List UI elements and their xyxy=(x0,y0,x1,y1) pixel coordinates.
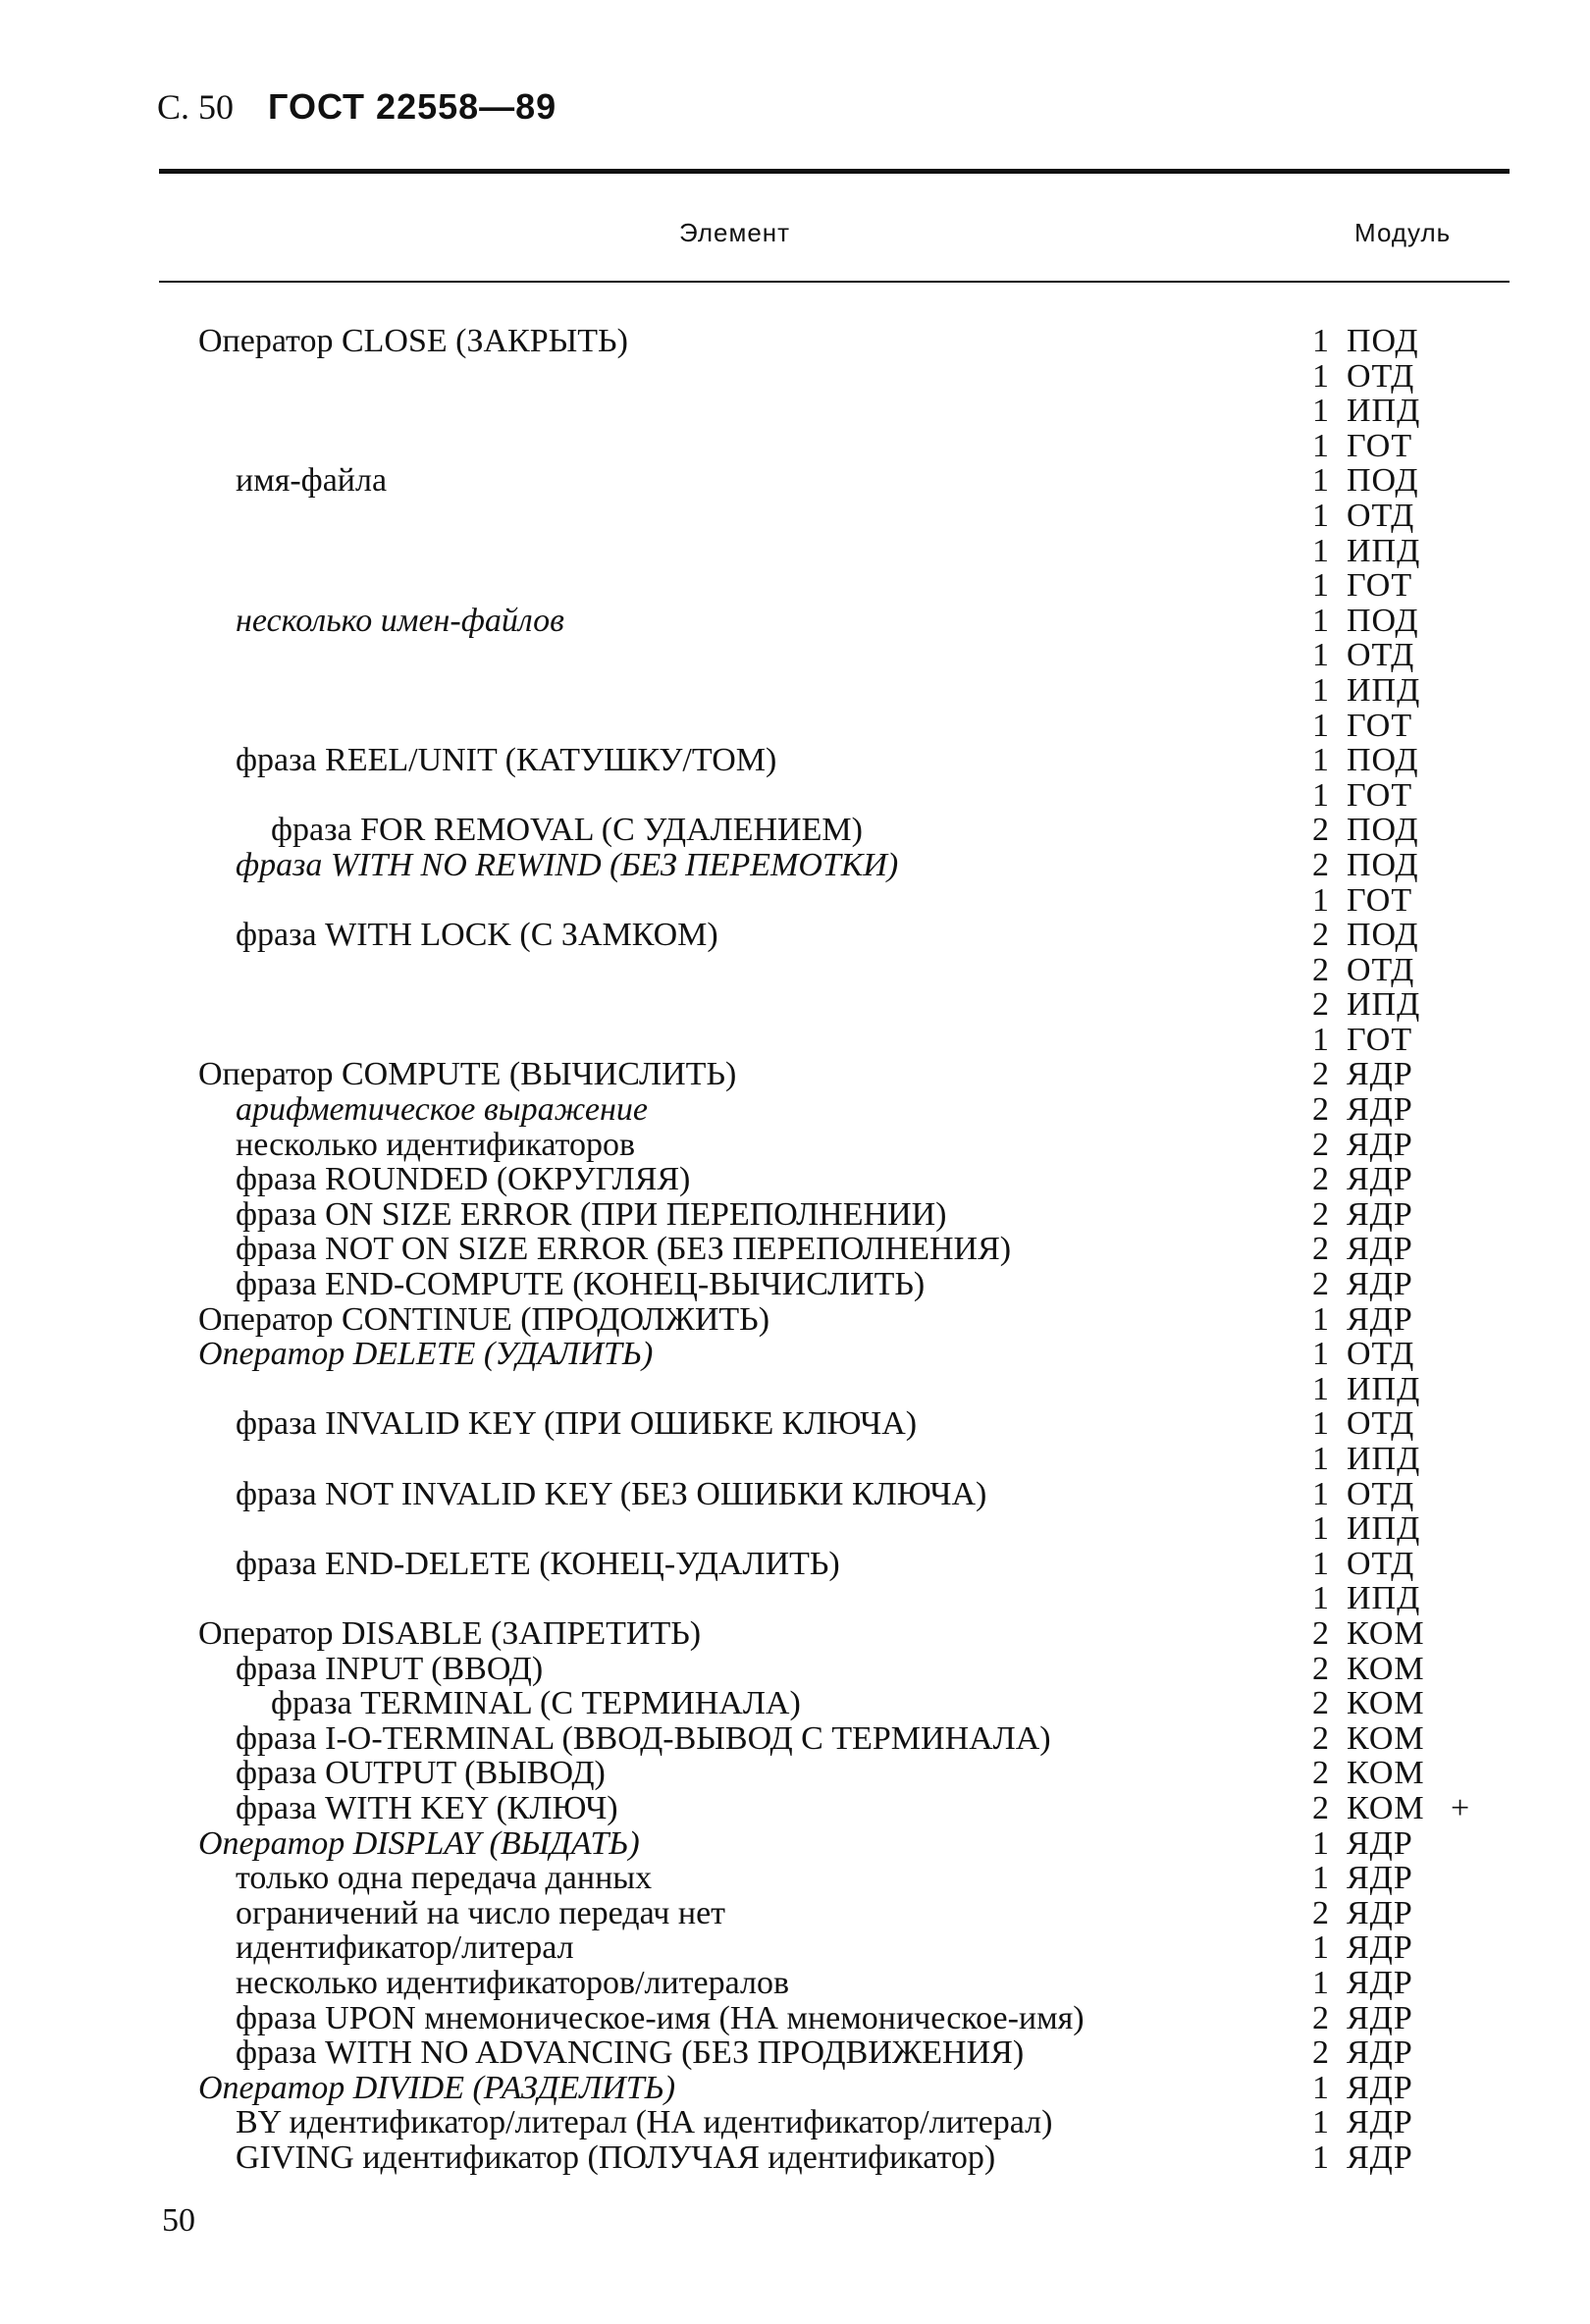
table-row xyxy=(0,429,1590,464)
element-name: имя-файла xyxy=(236,462,388,500)
module-code: КОМ xyxy=(1347,1614,1425,1652)
module-level: 1 xyxy=(1312,1475,1329,1512)
module-level: 2 xyxy=(1312,1650,1329,1687)
module-code: ЯДР xyxy=(1347,1300,1413,1338)
table-row xyxy=(0,324,1590,359)
column-header-element: Элемент xyxy=(679,218,791,247)
element-name: фраза ON SIZE ERROR (ПРИ ПЕРЕПОЛНЕНИИ) xyxy=(236,1195,947,1233)
table-row xyxy=(0,1442,1590,1477)
table-row xyxy=(0,1232,1590,1267)
module-level: 2 xyxy=(1312,812,1329,849)
element-name: Оператор CONTINUE (ПРОДОЛЖИТЬ) xyxy=(198,1300,770,1338)
module-code: ЯДР xyxy=(1347,2069,1413,2106)
module-level: 1 xyxy=(1312,707,1329,744)
module-code: ОТД xyxy=(1347,1336,1415,1373)
table-row xyxy=(0,1896,1590,1931)
element-name: Оператор DISPLAY (ВЫДАТЬ) xyxy=(198,1824,640,1862)
table-row xyxy=(0,534,1590,569)
module-level: 1 xyxy=(1312,393,1329,430)
page-header xyxy=(157,86,556,128)
module-code: ИПД xyxy=(1347,1510,1421,1548)
column-header-module: Модуль xyxy=(1354,218,1452,247)
element-name: несколько идентификаторов/литералов xyxy=(236,1964,790,2001)
table-row xyxy=(0,359,1590,395)
element-name: фраза FOR REMOVAL (С УДАЛЕНИЕМ) xyxy=(271,812,863,849)
table-row xyxy=(0,1686,1590,1721)
module-code: ЯДР xyxy=(1347,1126,1413,1163)
standard-number: ГОСТ 22558—89 xyxy=(268,86,557,127)
module-level: 1 xyxy=(1312,1021,1329,1058)
module-level: 2 xyxy=(1312,1091,1329,1129)
element-name: фраза WITH KEY (КЛЮЧ) xyxy=(236,1789,618,1826)
table-row xyxy=(0,604,1590,639)
module-code: ЯДР xyxy=(1347,1056,1413,1093)
module-level: 1 xyxy=(1312,497,1329,534)
module-code: ПОД xyxy=(1347,462,1419,500)
table-row xyxy=(0,499,1590,534)
module-code: КОМ xyxy=(1347,1789,1425,1826)
module-code: КОМ xyxy=(1347,1755,1425,1792)
element-name: несколько идентификаторов xyxy=(236,1126,636,1163)
module-code: ЯДР xyxy=(1347,1894,1413,1931)
table-row xyxy=(0,463,1590,499)
header-rule xyxy=(159,281,1510,283)
module-level: 1 xyxy=(1312,671,1329,709)
module-code: ЯДР xyxy=(1347,1231,1413,1268)
module-level: 1 xyxy=(1312,637,1329,674)
module-code: ПОД xyxy=(1347,742,1419,779)
element-name: GIVING идентификатор (ПОЛУЧАЯ идентификатор) xyxy=(236,2139,996,2176)
module-code: ЯДР xyxy=(1347,1999,1413,2036)
module-level: 1 xyxy=(1312,1405,1329,1443)
table-row xyxy=(0,1721,1590,1757)
table-row xyxy=(0,1267,1590,1302)
module-level: 2 xyxy=(1312,846,1329,883)
module-code: ИПД xyxy=(1347,1370,1421,1407)
module-level: 2 xyxy=(1312,1685,1329,1722)
element-name: только одна передача данных xyxy=(236,1860,653,1897)
module-code: ИПД xyxy=(1347,671,1421,709)
module-level: 2 xyxy=(1312,917,1329,954)
table-row xyxy=(0,883,1590,919)
table-row xyxy=(0,813,1590,848)
module-code: ИПД xyxy=(1347,532,1421,569)
table-row xyxy=(0,2140,1590,2176)
table-row xyxy=(0,1162,1590,1197)
module-level: 2 xyxy=(1312,951,1329,988)
element-name: фраза INPUT (ВВОД) xyxy=(236,1650,544,1687)
element-name: Оператор CLOSE (ЗАКРЫТЬ) xyxy=(198,323,628,359)
module-level: 1 xyxy=(1312,323,1329,359)
module-code: ИПД xyxy=(1347,986,1421,1024)
module-code: ОТД xyxy=(1347,1475,1415,1512)
module-code: ПОД xyxy=(1347,323,1419,359)
element-table xyxy=(0,324,1590,2175)
element-name: фраза NOT ON SIZE ERROR (БЕЗ ПЕРЕПОЛНЕНИЯ) xyxy=(236,1231,1012,1268)
module-code: ЯДР xyxy=(1347,1824,1413,1862)
module-level: 1 xyxy=(1312,1370,1329,1407)
element-name: фраза TERMINAL (С ТЕРМИНАЛА) xyxy=(271,1685,801,1722)
module-level: 1 xyxy=(1312,357,1329,395)
module-level: 1 xyxy=(1312,1300,1329,1338)
module-code: КОМ xyxy=(1347,1719,1425,1757)
module-level: 1 xyxy=(1312,2069,1329,2106)
module-code: ПОД xyxy=(1347,812,1419,849)
module-code: ГОТ xyxy=(1347,567,1413,605)
module-level: 1 xyxy=(1312,881,1329,919)
table-row xyxy=(0,1057,1590,1092)
table-row xyxy=(0,568,1590,604)
element-name: фраза WITH NO ADVANCING (БЕЗ ПРОДВИЖЕНИЯ) xyxy=(236,2034,1025,2072)
element-name: фраза REEL/UNIT (КАТУШКУ/ТОМ) xyxy=(236,742,777,779)
module-level: 1 xyxy=(1312,532,1329,569)
element-name: идентификатор/литерал xyxy=(236,1929,574,1967)
module-level: 1 xyxy=(1312,1580,1329,1617)
table-row xyxy=(0,1023,1590,1058)
module-code: ГОТ xyxy=(1347,1021,1413,1058)
module-level: 2 xyxy=(1312,1161,1329,1198)
element-name: несколько имен-файлов xyxy=(236,602,564,639)
table-row xyxy=(0,1092,1590,1128)
module-level: 2 xyxy=(1312,1195,1329,1233)
table-row xyxy=(0,1861,1590,1896)
module-code: ОТД xyxy=(1347,637,1415,674)
element-name: BY идентификатор/литерал (НА идентификатор/литерал) xyxy=(236,2104,1053,2141)
module-code: ИПД xyxy=(1347,1580,1421,1617)
module-code: КОМ xyxy=(1347,1650,1425,1687)
module-level: 2 xyxy=(1312,1755,1329,1792)
module-code: ИПД xyxy=(1347,393,1421,430)
element-name: фраза END-COMPUTE (КОНЕЦ-ВЫЧИСЛИТЬ) xyxy=(236,1266,926,1303)
table-row xyxy=(0,1372,1590,1407)
module-level: 1 xyxy=(1312,462,1329,500)
module-code: ЯДР xyxy=(1347,2104,1413,2141)
module-level: 1 xyxy=(1312,2139,1329,2176)
module-level: 2 xyxy=(1312,1056,1329,1093)
table-row xyxy=(0,953,1590,988)
module-code: ЯДР xyxy=(1347,1964,1413,2001)
element-name: Оператор DIVIDE (РАЗДЕЛИТЬ) xyxy=(198,2069,676,2106)
table-row xyxy=(0,1477,1590,1512)
table-row xyxy=(0,743,1590,778)
element-name: фраза OUTPUT (ВЫВОД) xyxy=(236,1755,606,1792)
element-name: Оператор COMPUTE (ВЫЧИСЛИТЬ) xyxy=(198,1056,737,1093)
element-name: фраза WITH NO REWIND (БЕЗ ПЕРЕМОТКИ) xyxy=(236,846,899,883)
module-level: 2 xyxy=(1312,1126,1329,1163)
module-code: ОТД xyxy=(1347,1545,1415,1582)
module-code: ПОД xyxy=(1347,846,1419,883)
element-name: фраза I-O-TERMINAL (ВВОД-ВЫВОД С ТЕРМИНАЛА) xyxy=(236,1719,1051,1757)
table-row xyxy=(0,2105,1590,2140)
page-number: 50 xyxy=(162,2202,195,2239)
table-row xyxy=(0,1547,1590,1582)
module-code: ГОТ xyxy=(1347,427,1413,464)
module-code: ГОТ xyxy=(1347,776,1413,814)
table-row xyxy=(0,1337,1590,1372)
module-code: ЯДР xyxy=(1347,1195,1413,1233)
top-rule xyxy=(159,169,1510,174)
module-code: КОМ xyxy=(1347,1685,1425,1722)
module-level: 1 xyxy=(1312,1824,1329,1862)
module-code: ИПД xyxy=(1347,1441,1421,1477)
module-level: 1 xyxy=(1312,427,1329,464)
table-row xyxy=(0,1581,1590,1616)
page-label: С. 50 xyxy=(157,87,235,127)
module-code: ГОТ xyxy=(1347,881,1413,919)
module-level: 1 xyxy=(1312,742,1329,779)
table-row xyxy=(0,2001,1590,2036)
module-level: 2 xyxy=(1312,1266,1329,1303)
module-code: ЯДР xyxy=(1347,1860,1413,1897)
module-level: 1 xyxy=(1312,1860,1329,1897)
table-row xyxy=(0,2035,1590,2071)
module-level: 2 xyxy=(1312,986,1329,1024)
module-level: 1 xyxy=(1312,1336,1329,1373)
module-code: ОТД xyxy=(1347,1405,1415,1443)
module-code: ЯДР xyxy=(1347,2139,1413,2176)
change-mark: + xyxy=(1451,1789,1470,1826)
table-row xyxy=(0,709,1590,744)
module-code: ЯДР xyxy=(1347,2034,1413,2072)
element-name: фраза UPON мнемоническое-имя (НА мнемоническое-имя) xyxy=(236,1999,1085,2036)
table-row xyxy=(0,1197,1590,1233)
module-code: ОТД xyxy=(1347,497,1415,534)
element-name: фраза WITH LOCK (С ЗАМКОМ) xyxy=(236,917,718,954)
module-level: 1 xyxy=(1312,1441,1329,1477)
module-level: 1 xyxy=(1312,1929,1329,1967)
module-level: 2 xyxy=(1312,1719,1329,1757)
table-row xyxy=(0,1302,1590,1338)
table-row xyxy=(0,394,1590,429)
module-level: 1 xyxy=(1312,567,1329,605)
module-level: 1 xyxy=(1312,1510,1329,1548)
table-row xyxy=(0,987,1590,1023)
module-code: ЯДР xyxy=(1347,1091,1413,1129)
table-row xyxy=(0,1652,1590,1687)
element-name: фраза INVALID KEY (ПРИ ОШИБКЕ КЛЮЧА) xyxy=(236,1405,918,1443)
table-row xyxy=(0,848,1590,883)
table-row xyxy=(0,1966,1590,2001)
table-row xyxy=(0,778,1590,814)
module-level: 2 xyxy=(1312,1614,1329,1652)
element-name: фраза ROUNDED (ОКРУГЛЯЯ) xyxy=(236,1161,691,1198)
module-level: 1 xyxy=(1312,1964,1329,2001)
module-level: 1 xyxy=(1312,2104,1329,2141)
module-level: 1 xyxy=(1312,602,1329,639)
element-name: ограничений на число передач нет xyxy=(236,1894,726,1931)
module-code: ОТД xyxy=(1347,357,1415,395)
table-row xyxy=(0,1616,1590,1652)
table-row xyxy=(0,2071,1590,2106)
element-name: фраза NOT INVALID KEY (БЕЗ ОШИБКИ КЛЮЧА) xyxy=(236,1475,987,1512)
module-code: ПОД xyxy=(1347,602,1419,639)
element-name: Оператор DISABLE (ЗАПРЕТИТЬ) xyxy=(198,1614,702,1652)
element-name: Оператор DELETE (УДАЛИТЬ) xyxy=(198,1336,654,1373)
table-row xyxy=(0,1511,1590,1547)
table-row xyxy=(0,1930,1590,1966)
module-level: 2 xyxy=(1312,1894,1329,1931)
module-level: 1 xyxy=(1312,1545,1329,1582)
module-code: ПОД xyxy=(1347,917,1419,954)
table-row xyxy=(0,918,1590,953)
table-row xyxy=(0,1791,1590,1826)
table-row xyxy=(0,1128,1590,1163)
table-row xyxy=(0,1826,1590,1862)
table-row xyxy=(0,1406,1590,1442)
module-level: 2 xyxy=(1312,1231,1329,1268)
module-level: 2 xyxy=(1312,2034,1329,2072)
module-code: ЯДР xyxy=(1347,1161,1413,1198)
element-name: арифметическое выражение xyxy=(236,1091,648,1129)
table-row xyxy=(0,1756,1590,1791)
module-level: 2 xyxy=(1312,1789,1329,1826)
module-code: ОТД xyxy=(1347,951,1415,988)
module-level: 2 xyxy=(1312,1999,1329,2036)
module-code: ЯДР xyxy=(1347,1929,1413,1967)
table-row xyxy=(0,638,1590,673)
table-row xyxy=(0,673,1590,709)
module-level: 1 xyxy=(1312,776,1329,814)
module-code: ЯДР xyxy=(1347,1266,1413,1303)
module-code: ГОТ xyxy=(1347,707,1413,744)
element-name: фраза END-DELETE (КОНЕЦ-УДАЛИТЬ) xyxy=(236,1545,840,1582)
